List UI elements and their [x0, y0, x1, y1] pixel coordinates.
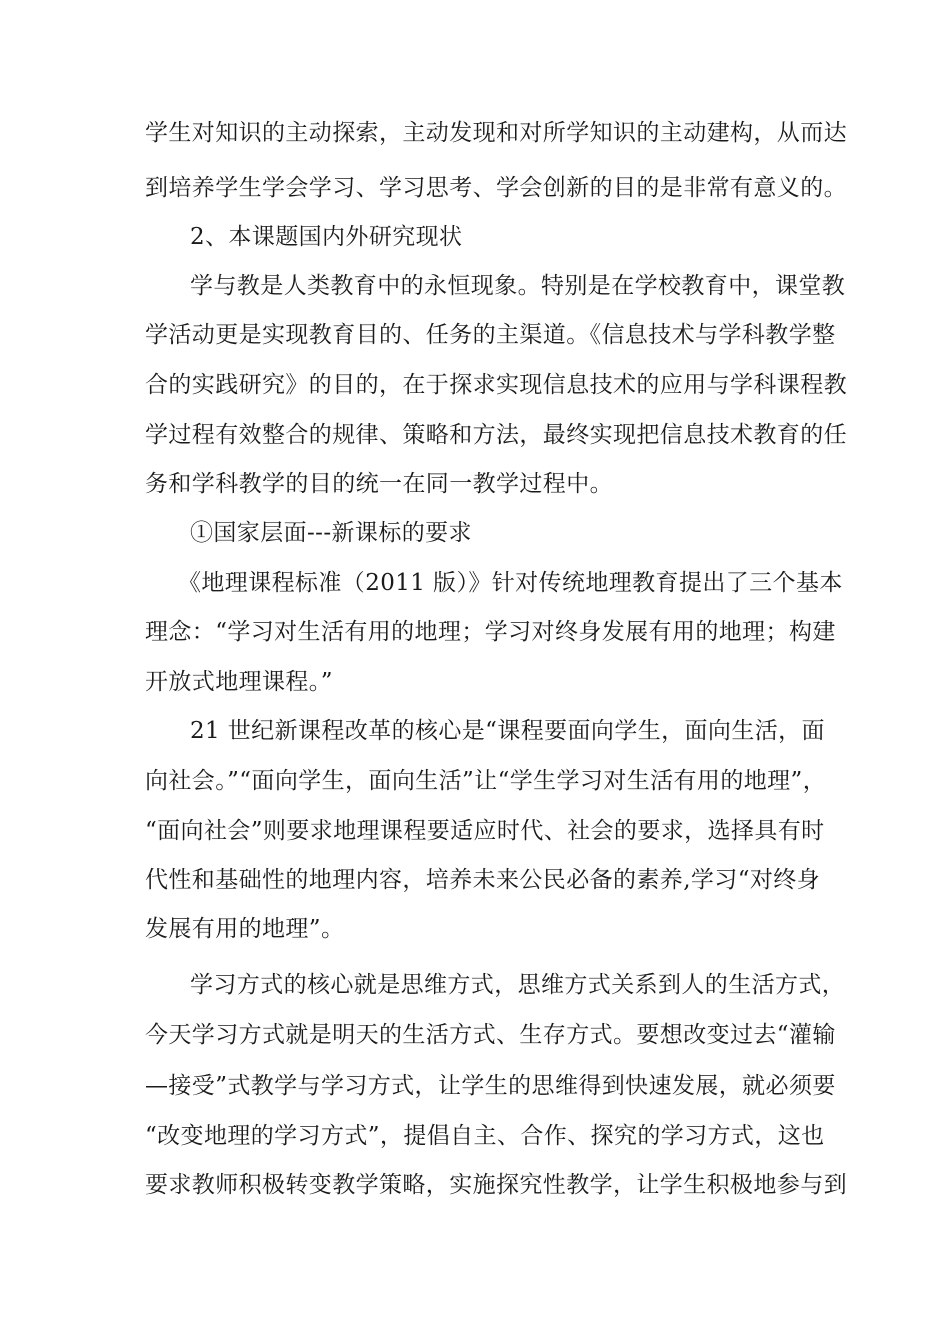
paragraph-line: 代性和基础性的地理内容，培养未来公民必备的素养,学习“对终身 [145, 867, 821, 893]
paragraph-line: —接受”式教学与学习方式，让学生的思维得到快速发展，就必须要 [145, 1073, 836, 1099]
paragraph-line: 务和学科教学的目的统一在同一教学过程中。 [145, 471, 613, 497]
paragraph-line: 《地理课程标准（2011 版）》针对传统地理教育提出了三个基本 [178, 570, 843, 596]
paragraph-line: 学生对知识的主动探索，主动发现和对所学知识的主动建构，从而达 [145, 120, 847, 146]
subsection-heading: ①国家层面---新课标的要求 [190, 520, 472, 546]
paragraph-line: 开放式地理课程。” [145, 669, 333, 695]
paragraph-line: 学过程有效整合的规律、策略和方法，最终实现把信息技术教育的任 [145, 422, 847, 448]
paragraph-line: 今天学习方式就是明天的生活方式、生存方式。要想改变过去“灌输 [145, 1022, 836, 1048]
paragraph-line: 学习方式的核心就是思维方式，思维方式关系到人的生活方式， [190, 972, 846, 998]
paragraph-line: 合的实践研究》的目的，在于探求实现信息技术的应用与学科课程教 [145, 372, 847, 398]
paragraph-line: “改变地理的学习方式”，提倡自主、合作、探究的学习方式，这也 [145, 1123, 825, 1149]
paragraph-line: 发展有用的地理”。 [145, 916, 345, 942]
paragraph-line: 21 世纪新课程改革的核心是“课程要面向学生，面向生活，面 [190, 718, 825, 744]
paragraph-line: 要求教师积极转变教学策略，实施探究性教学，让学生积极地参与到 [145, 1172, 847, 1198]
paragraph-line: “面向社会”则要求地理课程要适应时代、社会的要求，选择具有时 [145, 818, 825, 844]
paragraph-line: 到培养学生学会学习、学习思考、学会创新的目的是非常有意义的。 [145, 175, 847, 201]
paragraph-line: 学活动更是实现教育目的、任务的主渠道。《信息技术与学科教学整 [145, 322, 836, 348]
paragraph-line: 向社会。”“面向学生，面向生活”让“学生学习对生活有用的地理”， [145, 768, 827, 794]
section-heading: 2、本课题国内外研究现状 [190, 224, 463, 250]
paragraph-line: 学与教是人类教育中的永恒现象。特别是在学校教育中，课堂教 [190, 273, 846, 299]
paragraph-line: 理念：“学习对生活有用的地理；学习对终身发展有用的地理；构建 [145, 619, 836, 645]
